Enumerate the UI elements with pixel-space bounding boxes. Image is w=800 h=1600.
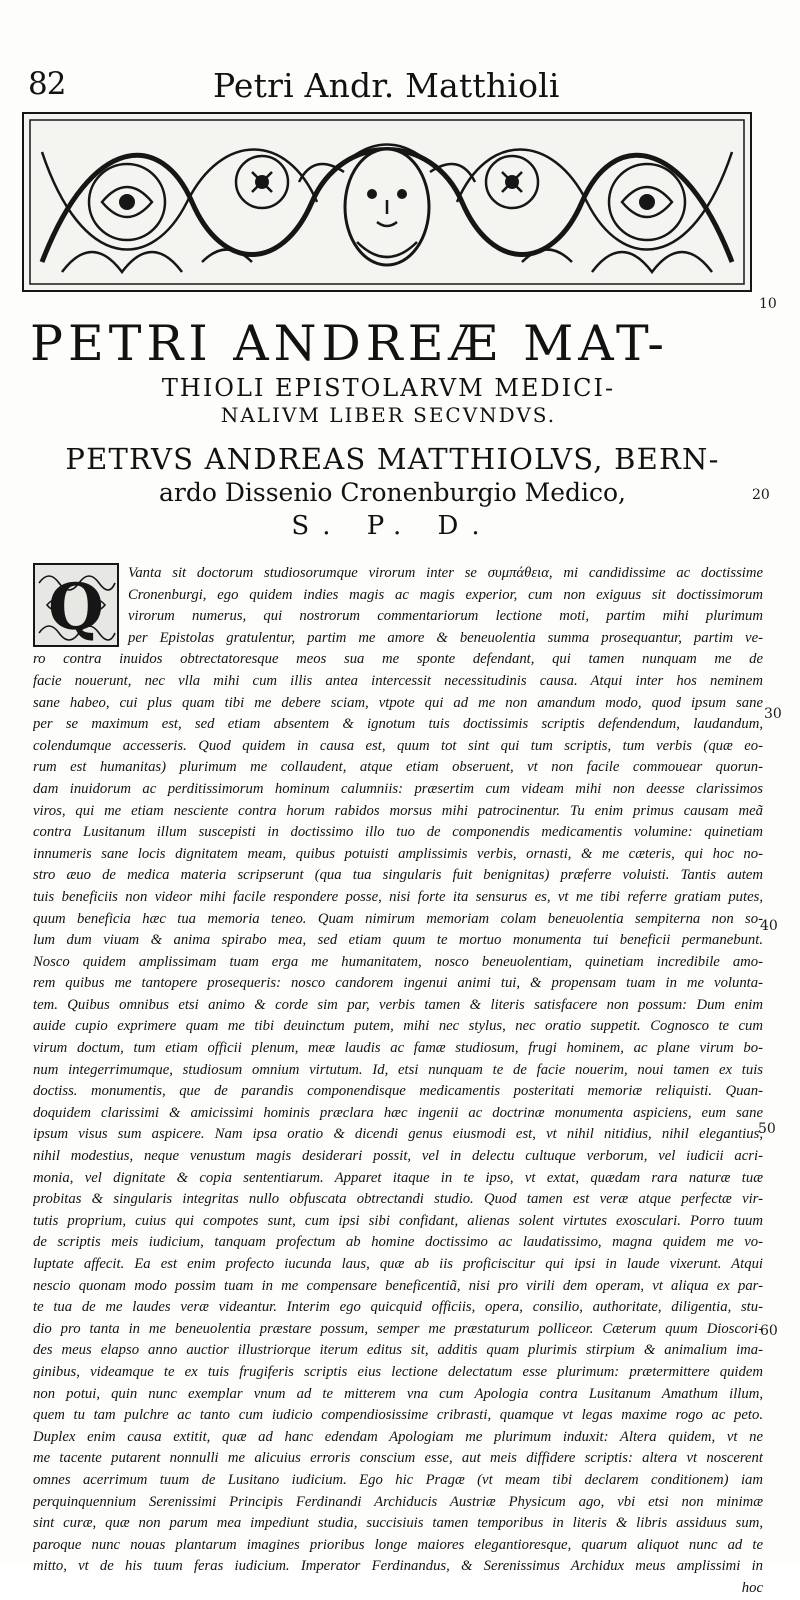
text-line: tutis proprium, cuius qui compotes sunt, cum ipsi sibi confidant, alienas solent virtutes exosculari. Porro tuum xyxy=(33,1212,763,1229)
text-line: ro contra inuidos obtrectatoresque meos sua me sponte defendant, qui tamen nunquam me de xyxy=(33,651,763,668)
text-line: doquidem clarissimi & amicissimi hominis præclara hæc ingenii ac doctrinæ monumenta aspiciens, eum sane xyxy=(33,1104,763,1121)
margin-line-number: 20 xyxy=(752,487,770,503)
text-line: quum beneficia hæc tua memoria teneo. Quam nimirum memoriam colam beneuolentia sempiterna non so- xyxy=(33,910,763,927)
address-line: PETRVS ANDREAS MATTHIOLVS, BERN- xyxy=(65,442,720,476)
running-title: Petri Andr. Matthioli xyxy=(213,66,560,105)
text-line: Cronenburgi, ego quidem indies magis ac magis experior, cum non exiguus sit doctissimorum xyxy=(128,586,763,603)
text-line: nescio quonam modo possim tuam in me compensare beneficentiã, nisi pro virili dem operam, vt aliqua ex par- xyxy=(33,1277,763,1294)
margin-line-number: 30 xyxy=(764,706,782,722)
text-line: monia, vel dignitate & copia sententiarum. Apparet itaque in te ipso, vt extat, quædam rara naturæ tuæ xyxy=(33,1169,763,1186)
margin-line-number: 40 xyxy=(760,918,778,934)
text-line: contra Lusitanum illum suscepisti in doctissimo illo tuo de componendis medicamentis volumine: quinetiam xyxy=(33,824,763,841)
margin-line-number: 50 xyxy=(758,1121,776,1137)
text-line: num integerrimumque, studiosum omnium virtutum. Id, etsi nunquam te de facie nouerim, noui tamen ex tuis xyxy=(33,1061,763,1078)
salutation: S. P. D. xyxy=(291,511,494,541)
text-line: rum est humanitas) plurimum me collaudent, atque etiam obseruent, vt non facile commouear quorun- xyxy=(33,759,763,776)
page-number: 82 xyxy=(28,66,66,102)
text-line: colendumque accesseris. Quod quidem in causa est, quum tot sint qui tum scriptis, tum verbis (quæ eo- xyxy=(33,737,763,754)
title-line: PETRI ANDREÆ MAT- xyxy=(30,315,669,372)
text-line: paroque nunc nouas plantarum imagines prioribus longe maiores elegantioresque, quarum aliquot nunc ad te xyxy=(33,1536,763,1553)
text-line: quem tu tam pulchre ac tanto cum iudicio compendiosissime cribrasti, quamque vt legas maxime rogo ac peto. xyxy=(33,1407,763,1424)
catchword: hoc xyxy=(741,1579,763,1596)
text-line: des meus elapso anno auctior illustriorque iterum editus sit, additis quam plurimis stirpium & animalium ima- xyxy=(33,1342,763,1359)
text-line: virum doctum, tum etiam officii plenum, meæ laudis ac famæ studiosum, frugi hominem, ac plane virum bo- xyxy=(33,1040,763,1057)
text-line: virorum numerus, qui nostrorum commentariorum lectione moti, partim mihi plurimum xyxy=(128,608,763,625)
text-line: tem. Quibus omnibus etsi animo & corde sim par, verbis tamen & literis satisfacere non possum: Dum enim xyxy=(33,996,763,1013)
letter-address xyxy=(30,441,755,543)
running-head xyxy=(28,66,768,110)
woodcut-headpiece xyxy=(22,112,752,292)
text-line: rem quibus me tantopere prosequeris: nosco candorem ingenui animi tui, & propensam tuam in me volunta- xyxy=(33,975,763,992)
text-line: omnes acerrimum tuum de Lusitano iudicium. Ego hic Pragæ (vt meam tibi declarem conditionem) iam xyxy=(33,1471,763,1488)
margin-line-number: 60 xyxy=(760,1323,778,1339)
text-line: dam inuidorum ac perditissimorum hominum calumniis: præsertim cum videam mihi non deesse clarissimos xyxy=(33,780,763,797)
text-line: viros, qui me etiam nesciente contra horum rabidos morsus mihi patrocinentur. Tu enim primus causam meã xyxy=(33,802,763,819)
title-line: THIOLI EPISTOLARVM MEDICI- xyxy=(161,374,616,402)
text-line: Vanta sit doctorum studiosorumque virorum inter se συμπάθεια, mi candidissime ac doctissime xyxy=(128,565,763,581)
text-line: sint curæ, quæ non parum mea impediunt studia, succisiuis tamen temporibus in literis & libris assiduus sum, xyxy=(33,1515,763,1532)
text-line: innumeris sane locis dignitatem meam, quibus potuisti amplissimis verbis, ornasti, & me cæteris, qui hoc no- xyxy=(33,845,763,862)
text-line: per Epistolas gratulentur, partim me amore & beneuolentia summa prosequantur, partim ve- xyxy=(128,629,763,646)
title-line: NALIVM LIBER SECVNDVS. xyxy=(220,403,557,427)
text-line: ipsum visus sum aspicere. Nam ipsa oratio & dicendi genus eiusmodi est, vt nihil nitidius, nihil elegantius, xyxy=(33,1126,763,1143)
svg-text:Q: Q xyxy=(48,570,104,645)
text-line: stro æuo de medica materia scripserunt (qua tua singularis fuit benignitas) præferre voluisti. Tantis autem xyxy=(33,867,763,884)
text-line: perquinquennium Serenissimi Principis Ferdinandi Archiducis Austriæ Physicum ago, vbi etsi non minimæ xyxy=(33,1493,763,1510)
book-title xyxy=(26,316,751,428)
text-line: tuis beneficiis non videor mihi facile respondere posse, nisi forte ita sensurus es, vt me tibi referre gratiam putes, xyxy=(33,888,763,905)
letter-body xyxy=(33,563,763,1600)
text-line: nihil modestius, neque venustum magis desiderari possit, vel in delectu cultuque verborum, vel iudicii acri- xyxy=(33,1148,763,1165)
text-line: luptate affecit. Ea est enim profecto iucunda laus, quæ ab iis proficiscitur qui ipsi in laude vixerunt. Atqui xyxy=(33,1256,763,1272)
text-line: auide cupio exprimere quam me tibi deuinctum putem, mihi nec stylus, nec oratio suppetit. Cognosco te cum xyxy=(33,1018,763,1035)
text-line: ginibus, videamque te ex tuis frugiferis scriptis eius lectione delectatum esse plurimum: prætermittere quidem xyxy=(33,1363,763,1380)
text-line: Nosco quidem amplissimam tuam erga me humanitatem, nosco beneuolentiam, quinetiam incredibile amo- xyxy=(33,953,763,970)
text-line: Duplex enim causa extitit, quæ ad hanc edendam Apologiam me plurimum induxit: Altera quidem, vt ne xyxy=(33,1428,763,1445)
text-line: mitto, vt de his tuum feras iudicium. Imperator Ferdinandus, & Serenissimus Archidux meus amplissimi in xyxy=(33,1558,763,1575)
text-line: doctiss. monumentis, que de parandis componendisque medicamentis posteritati memoriæ reliquisti. Quan- xyxy=(33,1083,763,1100)
text-line: lum dum viuam & anima spirabo mea, sed etiam quum te mortuo monumenta tui beneficii permanebunt. xyxy=(33,932,763,949)
text-line: me tacente putarent nonnulli me alicuius erroris conscium esse, aut meis diffidere scriptis: altera vt noscerent xyxy=(33,1450,763,1467)
text-line: de scriptis meis iudicium, tanquam profectum ab homine doctissimo ac laudatissimo, magna quidem me vo- xyxy=(33,1234,763,1251)
text-line: te tua de me laudes veræ videantur. Interim ego quicquid officiis, opera, consilio, authoritate, diligentia, stu- xyxy=(33,1299,763,1316)
text-line: per se maximum est, sed etiam absentem & ignotum tuis doctissimis scriptis defendendum, laudandum, xyxy=(33,716,763,733)
text-line: sane habeo, cui plus quam tibi me debere sciam, vtpote qui ad me non amandum modo, quod ipsum sane xyxy=(33,694,763,711)
margin-line-number: 10 xyxy=(759,296,777,312)
text-line: facie nouerunt, nec vlla mihi cum illis antea intercessit necessitudinis causa. Atqui inter hos neminem xyxy=(33,672,763,689)
text-line: non potui, quin nunc exemplar vnum ad te mitterem vna cum Apologia contra Lusitanum Amathum illum, xyxy=(33,1385,763,1402)
text-line: dio pro tanta in me beneuolentia præstare possum, semper me præstaturum polliceor. Cæterum quum Dioscori- xyxy=(33,1320,763,1337)
address-line: ardo Dissenio Cronenburgio Medico, xyxy=(158,478,627,507)
text-line: probitas & singularis integritas nullo obfuscata obtrectandi studio. Quod tamen est veræ atque perfectæ vir- xyxy=(33,1191,763,1208)
